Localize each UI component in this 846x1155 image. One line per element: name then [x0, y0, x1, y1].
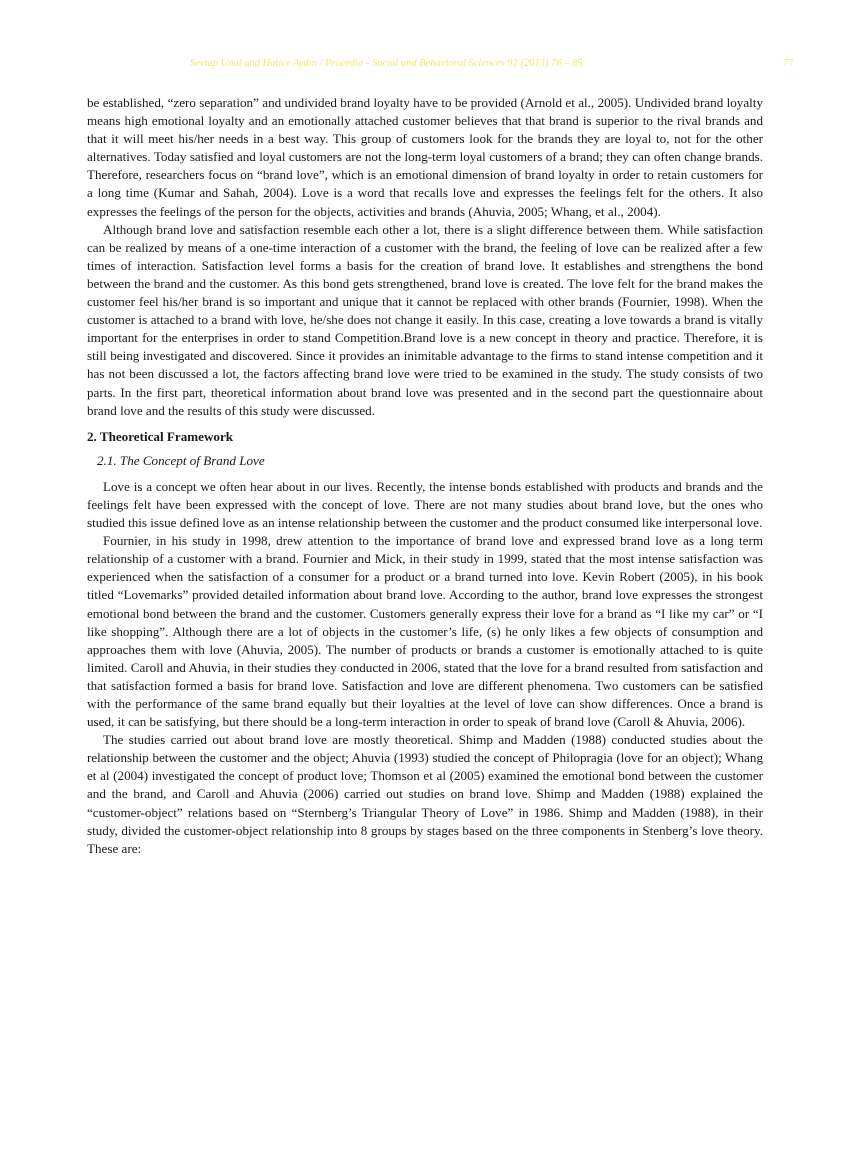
section-heading: 2. Theoretical Framework — [87, 428, 234, 444]
running-title: Sevtap Unal and Hatice Aydın / Procedia - Social and Behavioral Sciences 92 (2013) 76 – 85 — [190, 58, 583, 69]
paragraph: Fournier, in his study in 1998, drew attention to the importance of brand love and expressed brand love as a long term relationship of a customer with a brand. Fournier and Mick, in their study in 1999, stated that the most intense satisfaction was experienced when the satisfaction of a consumer for a product or a brand turned into love. Kevin Robert (2005), in his book titled “Lovemarks” provided detailed information about brand love. According to the author, brand love expresses the strongest emotional bond between the brand and the customer. Customers generally express their love for a brand as “I like my car” or “I like shopping”. Although there are a lot of objects in the customer’s life, (s) he only likes a few objects of consumption and approaches them with love (Ahuvia, 2005). The number of products or brands a customer is emotionally attached to is quite limited. Caroll and Ahuvia, in their studies they conducted in 2006, stated that the love for a brand resulted from satisfaction and that satisfaction formed a basis for brand love. Satisfaction and love are different phenomena. Two customers can be satisfied with the performance of the same brand equally but their loyalties at the level of love can show differences. Once a brand is used, it can be satisfying, but there should be a long-term interaction in order to speak of brand love (Caroll & Ahuvia, 2006). — [87, 533, 763, 730]
paragraph: Love is a concept we often hear about in our lives. Recently, the intense bonds established with products and brands and the feelings felt have been expressed with the concept of love. There are not many studies about brand love, but the ones who studied this issue defined love as an intense relationship between the customer and the product consumed like interpersonal love. — [87, 478, 763, 531]
paragraph: be established, “zero separation” and undivided brand loyalty have to be provided (Arnold et al., 2005). Undivided brand loyalty means high emotional loyalty and an emotionally attached customer believes that that brand is superior to the rival brands and that it will meet his/her needs in a best way. This group of customers look for the brands they are loyal to, not for the other alternatives. Today satisfied and loyal customers are not the long-term loyal customers of a brand; they can often change brands. Therefore, researchers focus on “brand love”, which is an emotional dimension of brand loyalty in order to retain customers for a long time (Kumar and Sahah, 2004). Love is a word that recalls love and expresses the feelings felt for the others. It also expresses the feelings of the person for the objects, activities and brands (Ahuvia, 2005; Whang, et al., 2004). — [87, 95, 763, 219]
running-header — [0, 58, 846, 74]
subsection-heading: 2.1. The Concept of Brand Love — [97, 452, 265, 468]
page-number: 77 — [783, 58, 794, 69]
article-body — [87, 94, 763, 858]
paragraph: Although brand love and satisfaction resemble each other a lot, there is a slight difference between them. While satisfaction can be realized by means of a one-time interaction of a customer with the brand, the feeling of love can be realized after a few times of interaction. Satisfaction level forms a basis for the creation of brand love. It establishes and strengthens the bond between the brand and the customer. As this bond gets strengthened, brand love is created. The love felt for the brand makes the customer feel his/her brand is so important and unique that it cannot be replaced with other brands (Fournier, 1998). When the customer is attached to a brand with love, he/she does not change it easily. In this case, creating a love towards a brand is vitally important for the enterprises in order to stand Competition.Brand love is a new concept in theory and practice. Therefore, it is still being investigated and discovered. Since it provides an inimitable advantage to the firms to stand intense competition and it has not been discussed a lot, the factors affecting brand love were tried to be examined in the study. The study consists of two parts. In the first part, theoretical information about brand love was presented and in the second part the questionnaire about brand love and the results of this study were discussed. — [87, 221, 763, 418]
paragraph: The studies carried out about brand love are mostly theoretical. Shimp and Madden (1988) conducted studies about the relationship between the customer and the object; Ahuvia (1993) studied the concept of Philopragia (love for an object); Whang et al (2004) investigated the concept of product love; Thomson et al (2005) examined the emotional bond between the customer and the brand, and Caroll and Ahuvia (2006) carried out studies on brand love. Shimp and Madden (1988) explained the “customer-object” relations based on “Sternberg’s Triangular Theory of Love” in 1986. Shimp and Madden (1988), in their study, divided the customer-object relationship into 8 groups by stages based on the three components in Stenberg’s love theory. These are: — [87, 732, 763, 856]
